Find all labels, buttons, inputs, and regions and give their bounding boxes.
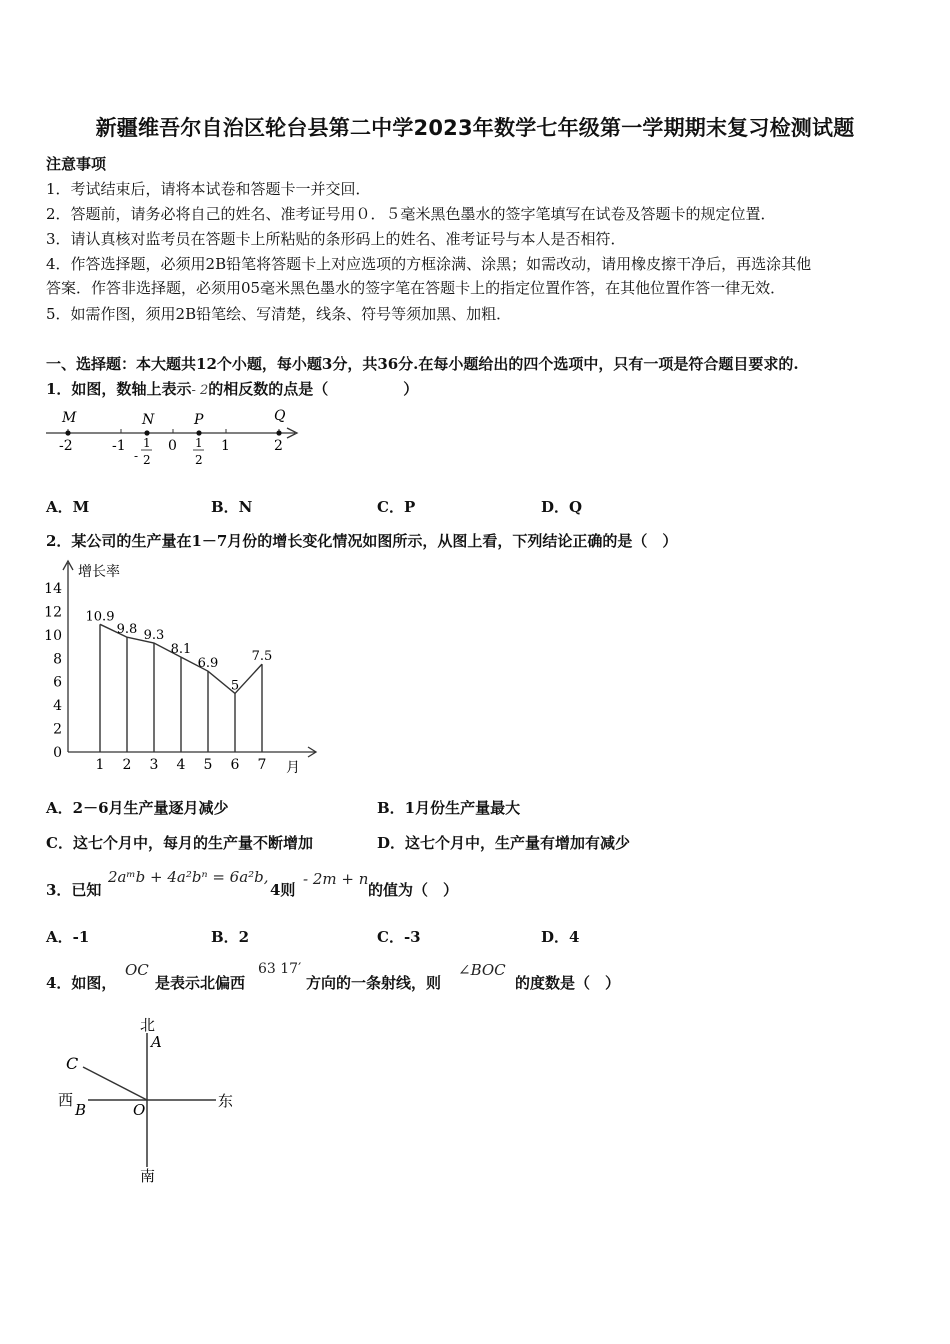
x-tick-label: 6 <box>230 757 240 773</box>
q2-option-b: B．1月份生产量最大 <box>377 799 521 817</box>
notes-heading: 注意事项 <box>46 155 107 173</box>
data-label: 9.3 <box>143 628 165 644</box>
west-label: 西 <box>58 1091 74 1109</box>
east-label: 东 <box>218 1092 234 1110</box>
point-p <box>196 430 201 435</box>
frac-den: 2 <box>195 453 203 467</box>
section-heading: 一、选择题：本大题共12个小题，每小题3分，共36分.在每小题给出的四个选项中，只有一项是符合题目要求的. <box>46 355 799 373</box>
question-4-mid1: 是表示北偏西 <box>155 974 246 992</box>
point-n <box>144 430 149 435</box>
y-tick-label: 12 <box>44 604 62 621</box>
growth-rate-chart <box>40 558 330 778</box>
y-tick-label: 2 <box>53 721 62 738</box>
x-axis-label: 月 <box>286 760 300 776</box>
x-tick-label: 5 <box>203 757 213 773</box>
label-m: M <box>62 410 77 426</box>
q3-option-c: C．-3 <box>377 928 421 946</box>
x-tick-label: 7 <box>257 757 267 773</box>
tick-label: -2 <box>59 438 73 454</box>
y-tick-label: 8 <box>53 651 62 668</box>
y-tick-label: 6 <box>53 674 62 691</box>
question-4-mid2: 方向的一条射线，则 <box>306 974 442 992</box>
q3-option-b: B．2 <box>211 928 250 946</box>
point-b-label: B <box>75 1101 87 1119</box>
tick-label: -1 <box>112 438 126 454</box>
origin-o-label: O <box>133 1101 146 1119</box>
question-1-text: 1．如图，数轴上表示- 2的相反数的点是（ ） <box>46 380 419 398</box>
point-m <box>65 430 70 435</box>
question-4-suffix: 的度数是（ ） <box>515 974 621 992</box>
q4-angle-boc: ∠BOC <box>458 961 506 979</box>
number-line <box>40 402 310 477</box>
tick-label: 2 <box>274 438 283 454</box>
point-a-label: A <box>151 1033 162 1051</box>
x-tick-label: 1 <box>95 757 105 773</box>
y-tick-label: 4 <box>53 698 62 715</box>
q2-option-d: D．这七个月中，生产量有增加有减少 <box>377 834 631 852</box>
q3-option-d: D．4 <box>541 928 580 946</box>
compass-diagram <box>50 1015 250 1185</box>
question-3-prefix: 3．已知 <box>46 881 102 899</box>
q3-option-a: A．-1 <box>46 928 90 946</box>
x-tick-label: 3 <box>149 757 159 773</box>
q1-option-a: A．M <box>46 498 90 516</box>
north-label: 北 <box>140 1016 156 1034</box>
y-tick-label: 0 <box>53 745 62 761</box>
x-tick-label: 2 <box>122 757 132 773</box>
note-item: 3．请认真核对监考员在答题卡上所粘贴的条形码上的姓名、准考证号与本人是否相符． <box>46 230 626 248</box>
frac-num: 1 <box>143 436 151 450</box>
data-label: 10.9 <box>85 609 115 625</box>
data-label: 7.5 <box>251 649 273 665</box>
note-item: 2．答题前，请务必将自己的姓名、准考证号用０．５毫米黑色墨水的签字笔填写在试卷及答题卡的规定位置． <box>46 205 776 223</box>
y-axis-label: 增长率 <box>78 564 120 580</box>
q1-math: - 2 <box>191 383 209 398</box>
data-label: 9.8 <box>116 622 138 638</box>
south-label: 南 <box>140 1167 156 1185</box>
q1-option-c: C．P <box>377 498 416 516</box>
page-title: 新疆维吾尔自治区轮台县第二中学2023年数学七年级第一学期期末复习检测试题 <box>95 116 855 140</box>
data-label: 5 <box>230 678 240 694</box>
y-tick-label: 10 <box>44 627 62 644</box>
q2-option-a: A．2－6月生产量逐月减少 <box>46 799 229 817</box>
label-q: Q <box>274 408 286 424</box>
q4-angle-value: 63 17′ <box>258 961 302 977</box>
question-3-mid: 4则 <box>270 881 296 899</box>
note-item: 1．考试结束后，请将本试卷和答题卡一并交回． <box>46 180 371 198</box>
q4-ray-oc: OC <box>125 961 149 979</box>
q1-option-d: D．Q <box>541 498 583 516</box>
tick-label: 0 <box>168 438 177 454</box>
q1-option-b: B．N <box>211 498 253 516</box>
point-q <box>276 430 281 435</box>
question-2-text: 2．某公司的生产量在1－7月份的增长变化情况如图所示，从图上看，下列结论正确的是（ ） <box>46 532 678 550</box>
y-tick-label: 14 <box>44 581 62 597</box>
x-tick-label: 4 <box>176 757 186 773</box>
q2-option-c: C．这七个月中，每月的生产量不断增加 <box>46 834 313 852</box>
tick-label: 1 <box>221 438 230 454</box>
frac-num: 1 <box>195 436 203 450</box>
data-label: 6.9 <box>197 656 219 672</box>
question-4-prefix: 4．如图， <box>46 974 117 992</box>
point-c-label: C <box>66 1054 79 1073</box>
neg-sign: - <box>134 449 139 463</box>
frac-den: 2 <box>143 453 151 467</box>
label-p: P <box>194 412 204 428</box>
question-3-suffix: 的值为（ ） <box>368 881 459 899</box>
label-n: N <box>142 412 155 428</box>
data-label: 8.1 <box>170 642 192 658</box>
q3-equation: 2aᵐb + 4a²bⁿ = 6a²b, <box>108 868 269 886</box>
note-item: 5．如需作图，须用2B铅笔绘、写清楚，线条、符号等须加黑、加粗． <box>46 305 512 323</box>
q3-expression: - 2m + n <box>303 870 369 888</box>
note-item: 答案．作答非选择题，必须用05毫米黑色墨水的签字笔在答题卡上的指定位置作答，在其他位置作答一律无效． <box>46 279 786 297</box>
note-item: 4．作答选择题，必须用2B铅笔将答题卡上对应选项的方框涂满、涂黑；如需改动，请用橡皮擦干净后，再选涂其他 <box>46 255 812 273</box>
